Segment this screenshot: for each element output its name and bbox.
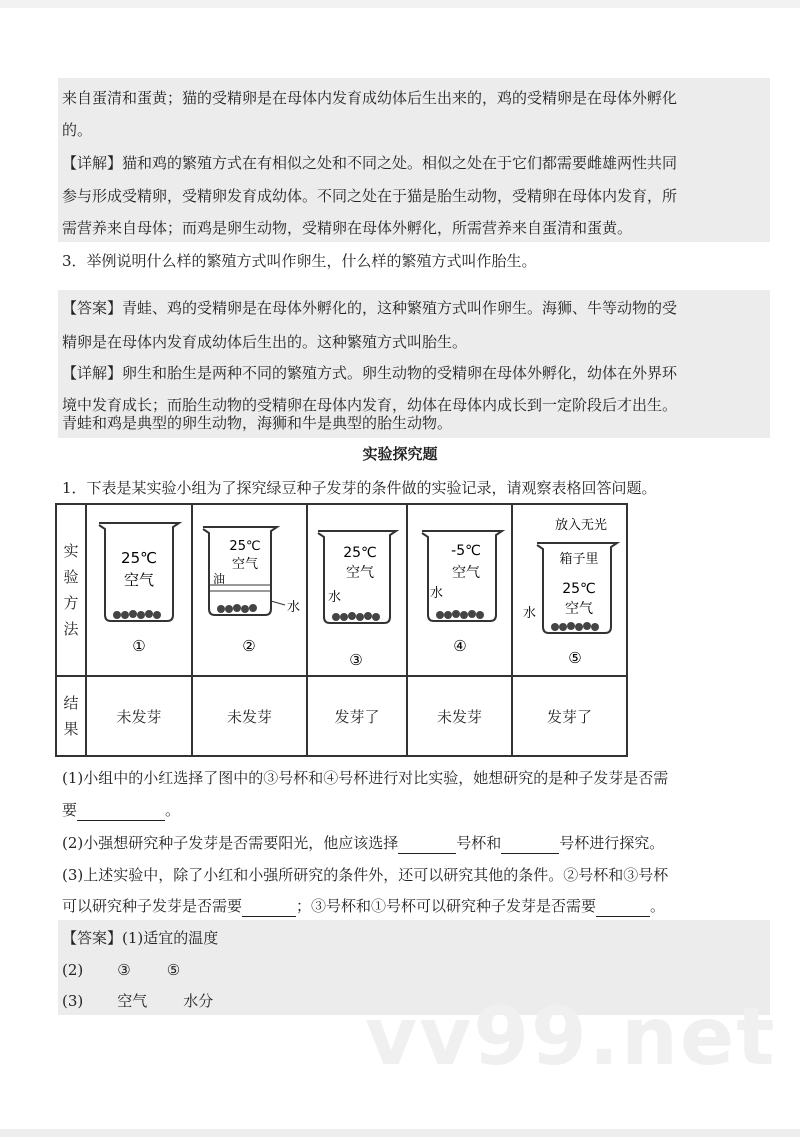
question-1: 1．下表是某实验小组为了探究绿豆种子发芽的条件做的实验记录，请观察表格回答问题。 xyxy=(62,479,657,497)
watermark: vv99.net xyxy=(365,990,777,1083)
svg-text:空气: 空气 xyxy=(565,601,593,617)
svg-text:空气: 空气 xyxy=(123,571,155,589)
svg-text:④: ④ xyxy=(453,637,467,655)
answer-2: (2) ③ ⑤ xyxy=(62,961,181,979)
cup-1 xyxy=(86,504,192,676)
top-border xyxy=(0,0,800,8)
svg-text:放入无光: 放入无光 xyxy=(554,518,608,533)
svg-text:⑤: ⑤ xyxy=(568,649,582,667)
text-line: 【详解】卵生和胎生是两种不同的繁殖方式。卵生动物的受精卵在母体外孵化，幼体在外界环 xyxy=(62,364,678,382)
result-cell: 发芽了 xyxy=(307,676,407,756)
result-cell: 发芽了 xyxy=(512,676,627,756)
cup-4 xyxy=(407,504,512,676)
text-line: 【详解】猫和鸡的繁殖方式在有相似之处和不同之处。相似之处在于它们都需要雌雄两性共同 xyxy=(62,154,678,172)
svg-text:水: 水 xyxy=(328,590,342,605)
svg-text:空气: 空气 xyxy=(231,557,259,572)
svg-text:①: ① xyxy=(132,637,146,655)
text-line: 的。 xyxy=(62,121,93,139)
row-header-method: 实 验 方 法 xyxy=(56,504,86,676)
experiment-table xyxy=(55,503,628,757)
sub-question-3: (3)上述实验中，除了小红和小强所研究的条件外，还可以研究其他的条件。②号杯和③号杯 xyxy=(62,866,669,884)
svg-text:水: 水 xyxy=(430,586,444,601)
cup-2 xyxy=(192,504,307,676)
cup-3 xyxy=(307,504,407,676)
svg-text:水: 水 xyxy=(287,600,301,615)
text-line: 精卵是在母体内发育成幼体后生出的。这种繁殖方式叫胎生。 xyxy=(62,333,468,351)
svg-text:箱子里: 箱子里 xyxy=(559,552,599,567)
result-cell: 未发芽 xyxy=(192,676,307,756)
svg-text:③: ③ xyxy=(349,651,363,669)
question-3: 3．举例说明什么样的繁殖方式叫作卵生，什么样的繁殖方式叫作胎生。 xyxy=(62,252,537,270)
bottom-border xyxy=(0,1129,800,1137)
result-cell: 未发芽 xyxy=(86,676,192,756)
svg-text:油: 油 xyxy=(213,572,226,586)
sub-question-1-cont: 要 。 xyxy=(62,801,181,819)
sub-question-2: (2)小强想研究种子发芽是否需要阳光，他应该选择 号杯和 号杯进行探究。 xyxy=(62,834,665,852)
svg-text:25℃: 25℃ xyxy=(229,539,261,554)
text-line: 青蛙和鸡是典型的卵生动物，海狮和牛是典型的胎生动物。 xyxy=(62,414,453,432)
answer-1: 【答案】(1)适宜的温度 xyxy=(62,929,219,947)
row-header-result: 结 果 xyxy=(56,676,86,756)
svg-text:25℃: 25℃ xyxy=(562,581,596,597)
svg-text:25℃: 25℃ xyxy=(343,545,377,561)
svg-text:25℃: 25℃ xyxy=(121,549,157,567)
text-line: 来自蛋清和蛋黄；猫的受精卵是在母体内发育成幼体后生出来的，鸡的受精卵是在母体外孵化 xyxy=(62,89,678,107)
cup-5 xyxy=(512,504,627,676)
svg-text:-5℃: -5℃ xyxy=(451,543,481,559)
text-line: 【答案】青蛙、鸡的受精卵是在母体外孵化的，这种繁殖方式叫作卵生。海狮、牛等动物的受 xyxy=(62,299,678,317)
text-line: 需营养来自母体；而鸡是卵生动物，受精卵在母体外孵化，所需营养来自蛋清和蛋黄。 xyxy=(62,219,633,237)
result-cell: 未发芽 xyxy=(407,676,512,756)
svg-text:水: 水 xyxy=(523,606,537,621)
text-line: 境中发育成长；而胎生动物的受精卵在母体内发育，幼体在母体内成长到一定阶段后才出生。 xyxy=(62,396,678,414)
sub-question-1: (1)小组中的小红选择了图中的③号杯和④号杯进行对比实验，她想研究的是种子发芽是否需 xyxy=(62,769,669,787)
svg-text:②: ② xyxy=(242,637,256,655)
svg-text:空气: 空气 xyxy=(346,565,374,581)
answer-3: (3) 空气 水分 xyxy=(62,992,214,1010)
sub-question-3-cont: 可以研究种子发芽是否需要 ；③号杯和①号杯可以研究种子发芽是否需要 。 xyxy=(62,897,666,915)
text-line: 参与形成受精卵，受精卵发育成幼体。不同之处在于猫是胎生动物，受精卵在母体内发育，所 xyxy=(62,187,678,205)
section-title: 实验探究题 xyxy=(362,445,438,463)
svg-text:空气: 空气 xyxy=(452,565,480,581)
